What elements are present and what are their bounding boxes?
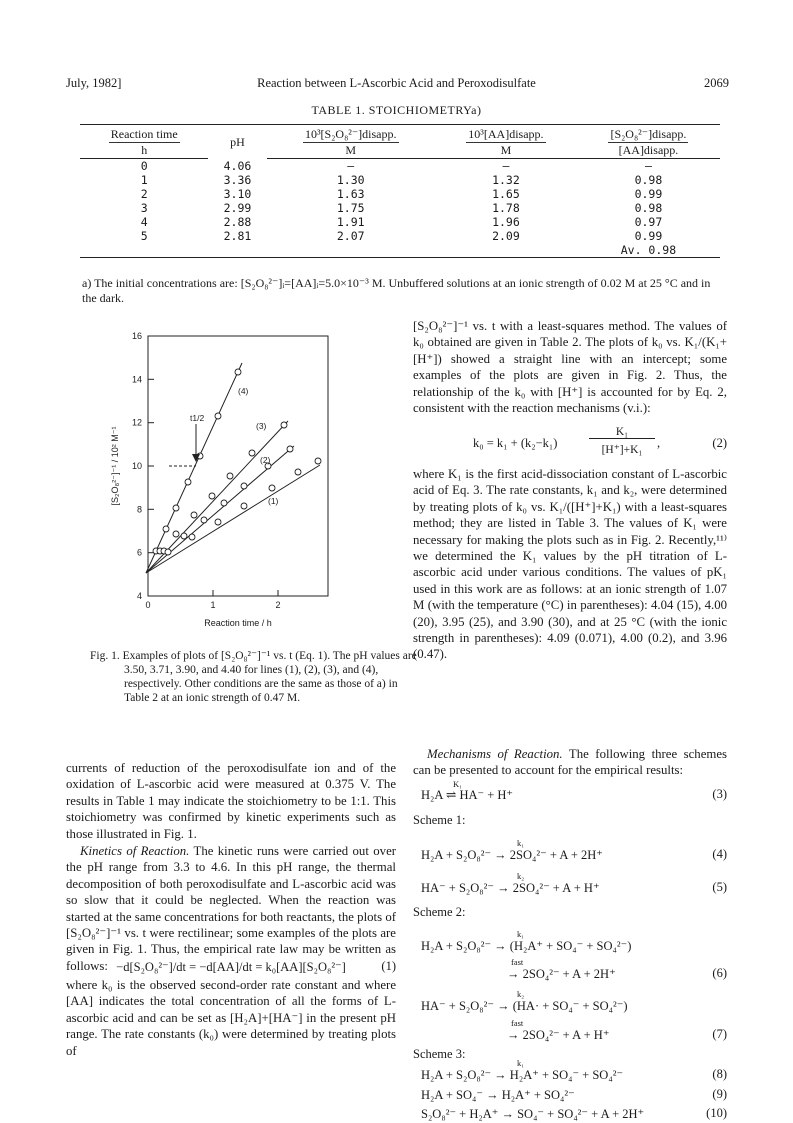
line-label: (2) — [260, 455, 271, 465]
left-paragraph-2 — [66, 843, 396, 974]
equation-7b: fast → 2SO₄²⁻ + A + H⁺ (7) — [507, 1018, 727, 1042]
data-point — [235, 369, 241, 375]
section-heading-kinetics: Kinetics of Reaction. — [80, 844, 190, 858]
data-point — [315, 458, 321, 464]
col-time-header: Reaction time — [80, 125, 208, 144]
figure-1 — [108, 326, 348, 628]
line-label: (4) — [238, 386, 249, 396]
line-4 — [146, 363, 242, 573]
data-point — [241, 503, 247, 509]
y-tick-label: 16 — [131, 331, 142, 341]
table-average-row: Av. 0.98 — [80, 243, 720, 258]
scheme-3-label: Scheme 3: — [413, 1047, 466, 1061]
col-s2o8-header: 10³[S₂O₈²⁻]disapp. — [267, 125, 435, 144]
equation-6b: fast → 2SO₄²⁻ + A + 2H⁺ (6) — [507, 957, 727, 981]
data-point — [227, 473, 233, 479]
data-point — [215, 519, 221, 525]
data-point — [241, 483, 247, 489]
col-ph-header: pH — [208, 125, 266, 159]
y-tick-label: 14 — [131, 374, 142, 385]
y-tick-label: 10 — [131, 461, 142, 471]
data-point — [191, 512, 197, 518]
col-aa-unit: M — [435, 143, 577, 159]
equation-10: S₂O₈²⁻ + H₂A⁺ → SO₄⁻ + SO₄²⁻ + A + 2H⁺ (10) — [421, 1106, 727, 1121]
data-point — [201, 517, 207, 523]
left-paragraph-3: where k₀ is the observed second-order rate constant and where [AA] indicates the total concentration of all the forms of L-ascorbic acid and can be set as [H₂A]+[HA⁻] in the present pH range. The rate constants (k₀) were determined by treating plots of — [66, 978, 396, 1058]
equation-number: (2) — [712, 436, 727, 450]
y-tick-label: 6 — [136, 547, 142, 558]
data-point — [295, 469, 301, 475]
col-time-unit: h — [80, 143, 208, 159]
half-life-label: t1/2 — [190, 413, 205, 423]
page-number: 2069 — [704, 76, 729, 90]
equation-3: K₁ H₂A ⇌ HA⁻ + H⁺ (3) — [421, 779, 727, 802]
stoichiometry-table — [80, 124, 720, 258]
scheme-2-label: Scheme 2: — [413, 905, 466, 919]
equation-6a: k₁ H₂A + S₂O₈²⁻ → (H₂A⁺ + SO₄⁻ + SO₄²⁻) — [421, 929, 632, 953]
table-footnote: a) The initial concentrations are: [S₂O₈²⁻]ᵢ=[AA]ᵢ=5.0×10⁻³ M. Unbuffered solutions at an ionic strength of 0.02 M at 25 °C and in the dark. — [82, 276, 711, 305]
right-paragraph-1: [S₂O₈²⁻]⁻¹ vs. t with a least-squares method. The values of k₀ obtained are given in Table 2. The plots of k₀ vs. K₁/(K₁+[H⁺]) showed a straight line with an intercept; some examples of the plots are given in Fig. 2. Thus, the relationship of the k₀ with [H⁺] is accounted for by Eq. 2, consistent with the reaction mechanisms (v.i.): — [413, 319, 727, 416]
section-heading-mechanisms: Mechanisms of Reaction. — [427, 747, 563, 761]
figure-1-caption: Fig. 1. Examples of plots of [S₂O₈²⁻]⁻¹ vs. t (Eq. 1). The pH values are 3.50, 3.71, 3.90, and 4.40 for lines (1), (2), (3), and (4), respectively. Other conditions are the same as those of a) in Table 2 at an ionic strength of 0.47 M. — [90, 650, 417, 704]
data-point — [185, 479, 191, 485]
equation-7a: k₂ HA⁻ + S₂O₈²⁻ → (HA· + SO₄⁻ + SO₄²⁻) — [421, 989, 628, 1013]
table-row: 4 2.88 1.91 1.96 0.97 — [140, 215, 663, 229]
right-paragraph-2: where K₁ is the first acid-dissociation constant of L-ascorbic acid of Eq. 3. The rate constants, k₁ and k₂, were determined by treating plots of k₀ vs. K₁/([H⁺]+K₁) with a least-squares method; they are listed in Table 3. The values of K₁ were necessary for making the plots such as in Fig. 2. Recently,¹¹⁾ we determined the K₁ values by the pH titration of L-ascorbic acid under various conditions. The values of pK₁ used in this work are as follows: at an ionic strength of 1.07 M (with the temperature (°C) in parentheses): 4.04 (15), 4.00 (20), 3.95 (25), and 3.90 (30), and at 25 °C (with the ionic strength in parentheses): 4.09 (0.071), 4.00 (0.2), and 3.96 (0.47). — [413, 467, 727, 662]
col-ratio-header: [S₂O₈²⁻]disapp. — [577, 125, 720, 144]
x-tick-label: 1 — [210, 600, 216, 610]
line-1 — [146, 465, 320, 573]
data-point — [163, 526, 169, 532]
line-label: (3) — [256, 421, 267, 431]
y-tick-label: 8 — [136, 504, 142, 515]
col-aa-header: 10³[AA]disapp. — [435, 125, 577, 144]
col-s2o8-unit: M — [267, 143, 435, 159]
data-point — [165, 549, 171, 555]
kinetics-text: The kinetic runs were carried out over the pH range from 3.3 to 4.6. In this pH range, the thermal decomposition of both peroxodisulfate and L-ascorbic acid was so slow that it could be neglected. When the reaction was started at the same concentrations for both reactants, the plots of [S₂O₈²⁻]⁻¹ vs. t were rectilinear; some examples of the plots are given in Fig. 1. Thus, the empirical rate law may be written as follows: — [66, 844, 397, 973]
right-paragraph-3: Mechanisms of Reaction. The following three schemes can be presented to account for the empirical results: — [413, 747, 728, 778]
data-point — [173, 505, 179, 511]
equation-4: k₁ H₂A + S₂O₈²⁻ → 2SO₄²⁻ + A + 2H⁺ (4) — [421, 838, 727, 862]
data-point — [269, 485, 275, 491]
data-point — [173, 531, 179, 537]
data-point — [209, 493, 215, 499]
table-row: 0 4.06 — — — — [140, 158, 652, 173]
x-axis-label: Reaction time / h — [204, 618, 272, 628]
table-row: 5 2.81 2.07 2.09 0.99 — [140, 229, 663, 243]
y-tick-label: 4 — [136, 591, 142, 601]
data-point — [181, 533, 187, 539]
x-tick-label: 0 — [145, 600, 151, 610]
table-row: 1 3.36 1.30 1.32 0.98 — [140, 173, 663, 187]
header-left: July, 1982] — [66, 76, 122, 90]
equation-number: (1) — [381, 959, 396, 973]
data-point — [189, 534, 195, 540]
data-point — [249, 450, 255, 456]
equation-8: k₁ H₂A + S₂O₈²⁻ → H₂A⁺ + SO₄⁻ + SO₄²⁻ (8) — [421, 1058, 727, 1082]
header-title: Reaction between L-Ascorbic Acid and Peroxodisulfate — [257, 76, 536, 90]
equation-2: k₀ = k₁ + (k₂−k₁) K₁ [H⁺]+K₁ , (2) — [473, 426, 727, 456]
equation-1: −d[S₂O₈²⁻]/dt = −d[AA]/dt = k₀[AA][S₂O₈²⁻] (1) — [116, 959, 396, 974]
left-paragraph-1: currents of reduction of the peroxodisulfate ion and of the oxidation of L-ascorbic acid were measured at 0.375 V. The results in Table 1 may indicate the stoichiometry to be 1:1. This stoichiometry was confirmed by kinetic experiments such as those illustrated in Fig. 1. — [66, 761, 396, 841]
y-axis-label: [S₂O₈²⁻]⁻¹ / 10² M⁻¹ — [110, 426, 120, 506]
table-row: 3 2.99 1.75 1.78 0.98 — [140, 201, 663, 215]
line-label: (1) — [268, 496, 279, 506]
equation-9: H₂A + SO₄⁻ → H₂A⁺ + SO₄²⁻ (9) — [421, 1087, 727, 1102]
figure-1-plot — [108, 326, 348, 616]
table-row: 2 3.10 1.63 1.65 0.99 — [140, 187, 663, 201]
data-point — [215, 413, 221, 419]
data-point — [221, 500, 227, 506]
y-tick-label: 12 — [131, 417, 142, 428]
data-point — [281, 422, 287, 428]
table-caption: TABLE 1. STOICHIOMETRYa) — [311, 103, 482, 117]
col-ratio-denominator: [AA]disapp. — [577, 143, 720, 159]
data-point — [287, 446, 293, 452]
x-tick-label: 2 — [275, 600, 281, 610]
equation-5: k₂ HA⁻ + S₂O₈²⁻ → 2SO₄²⁻ + A + H⁺ (5) — [421, 871, 727, 895]
scheme-1-label: Scheme 1: — [413, 813, 466, 827]
